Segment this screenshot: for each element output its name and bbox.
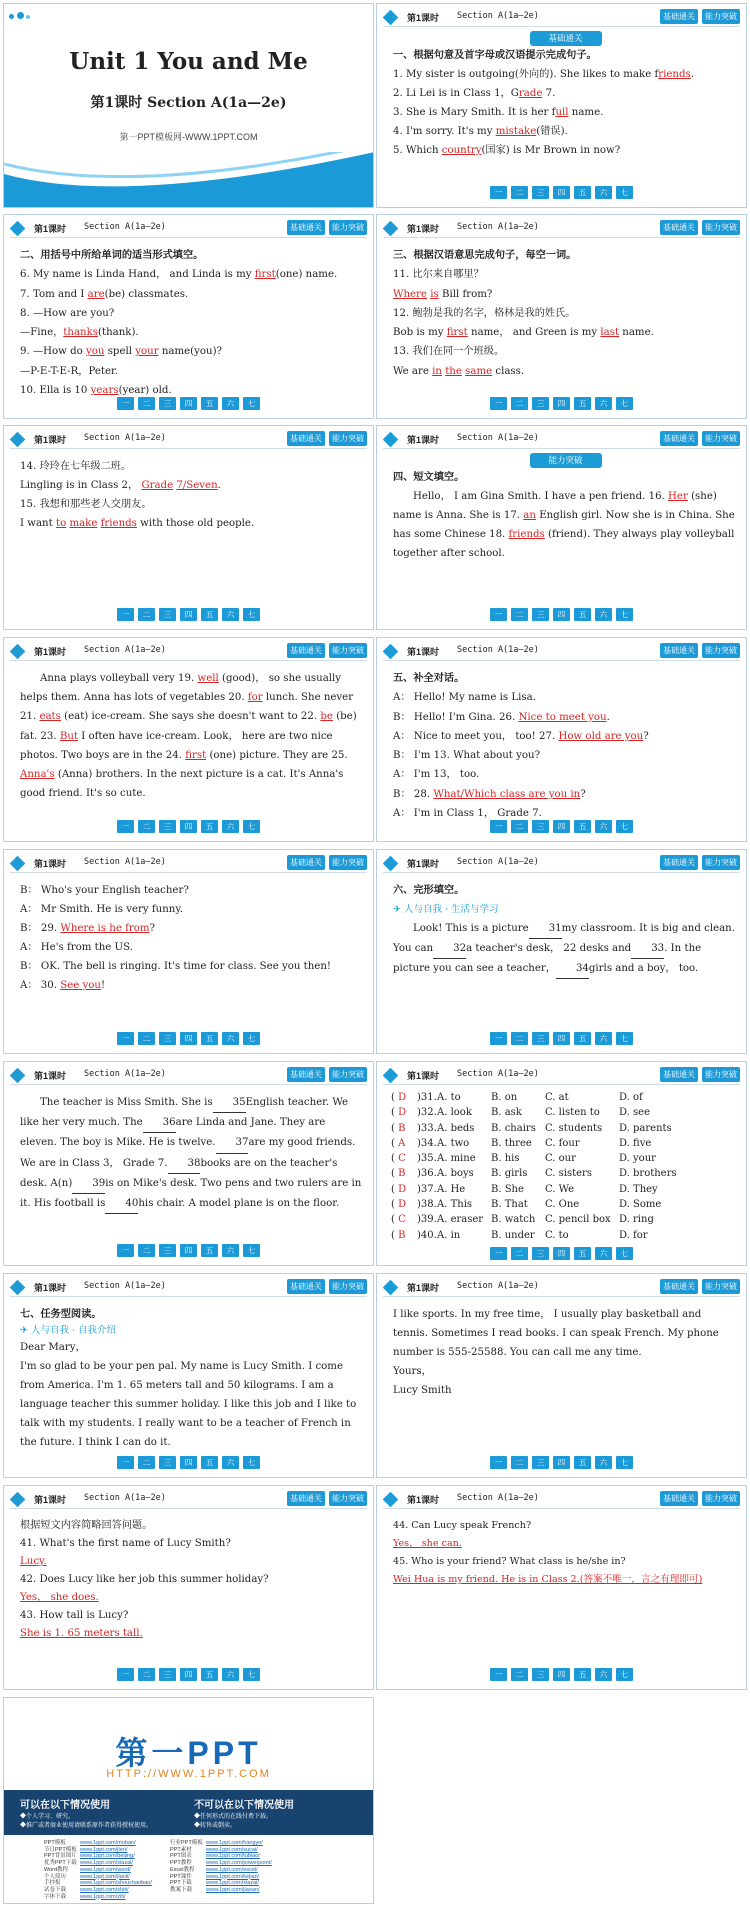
- slide-header: 第1课时 Section A(1a—2e) 基础通关 能力突破: [383, 1491, 740, 1509]
- basic-button[interactable]: 基础通关: [660, 855, 698, 870]
- answer-44: Yes， she can.: [393, 1538, 462, 1549]
- slide-11[interactable]: [3, 1061, 374, 1266]
- slide-5[interactable]: 第1课时 Section A(1a—2e) 基础通关 能力突破 14. 玲玲在七年级二班。 Lingling is in Class 2， Grade 7/Seven. 15. 我想和那些老人交朋友。 I want to make friends with those old people. 一 二 三 四 五 六 七: [3, 425, 374, 630]
- basic-button[interactable]: 基础通关: [287, 1279, 325, 1294]
- promo-link-row[interactable]: 字体下载 www.1ppt.com/ziti/: [44, 1893, 126, 1900]
- slide-14[interactable]: 第1课时 Section A(1a—2e) 基础通关 能力突破 I like sports. In my free time， I usually play basketball and tennis. Sometimes I read books. I can speak French. My phone number is 555-25588. You can call me any time. Yours， Lucy Smith 一 二 三 四 五 六 七: [376, 1273, 747, 1478]
- promo-link-row[interactable]: PPT背景图片 www.1ppt.com/beijing/ PPT图表 www.1ppt.com/tubiao/: [44, 1853, 260, 1860]
- passage: Look! This is a picture 31my classroom. It is big and clean. You can 32a teacher's desk， 22 desks and 33. In the picture you can see a teacher， 34girls and a boy， too.: [393, 919, 738, 979]
- slide-nav[interactable]: 一 二 三 四 五 六 七: [4, 608, 373, 623]
- q28: B： 28. What/Which class are you in?: [393, 788, 586, 800]
- promo-link-row[interactable]: 手抄报 www.1ppt.com/shouchaobao/ PPT下载 www.1ppt.com/xiazai/: [44, 1880, 259, 1887]
- promo-link-row[interactable]: PPT模板 www.1ppt.com/moban/ 行业PPT模板 www.1ppt.com/hangye/: [44, 1840, 263, 1846]
- ability-button[interactable]: 能力突破: [702, 1279, 740, 1294]
- slide-nav[interactable]: 一 二 三 四 五 六 七: [377, 1032, 746, 1047]
- slide-header: 第1课时 Section A(1a—2e) 基础通关 能力突破: [383, 643, 740, 661]
- option-row: ( D )32. A. look B. ask C. listen to D. see: [391, 1107, 650, 1119]
- ability-button[interactable]: 能力突破: [702, 643, 740, 658]
- letter-body: I like sports. In my free time， I usually play basketball and tennis. Sometimes I read books. I can speak French. My phone number is 555-25588. You can call me any time.: [393, 1309, 719, 1358]
- diamond-icon: [10, 856, 26, 872]
- ability-button[interactable]: 能力突破: [329, 1491, 367, 1506]
- slide-header: [383, 9, 740, 27]
- slide-header: 第1课时 Section A(1a—2e) 基础通关 能力突破: [10, 1491, 367, 1509]
- diamond-icon: [10, 1492, 26, 1508]
- slide-nav[interactable]: 一 二 三 四 五 六 七: [377, 1668, 746, 1683]
- slide-header: 第1课时 Section A(1a—2e) 基础通关 能力突破: [383, 1279, 740, 1297]
- promo-link-row[interactable]: 节日PPT模板 www.1ppt.com/jieri/ PPT素材 www.1ppt.com/sucai/: [44, 1846, 258, 1853]
- section-title: 根据短文内容简略回答问题。: [20, 1520, 153, 1531]
- basic-button[interactable]: 基础通关: [287, 431, 325, 446]
- option-row: ( D )31. A. to B. on C. at D. of: [391, 1092, 643, 1103]
- passage: Anna plays volleyball very 19. well (good)， so she usually helps them. Anna has lots of vegetables 20. for lunch. She never 21. eats (eat) ice-cream. She says she doesn't want to 22. be (be) fat. 23. But I often have ice-cream. Look， here are two nice photos. Two boys are in the 24. first (one) picture. They are 25. Anna's (Anna) brothers. In the next picture is a cat. It's Anna's good friend. It's so cute.: [20, 673, 357, 800]
- slide-nav[interactable]: 一 二 三 四 五 六 七: [4, 1244, 373, 1259]
- option-row: ( B )40. A. in B. under C. to D. for: [391, 1229, 648, 1241]
- slide-nav[interactable]: 一 二 三 四 五 六 七: [377, 820, 746, 835]
- promo-link-row[interactable]: 个人简历 www.1ppt.com/jianli/ PPT课件 www.1ppt.com/kejian/: [44, 1873, 260, 1880]
- slide-header: 第1课时 Section A(1a—2e) 基础通关 能力突破: [10, 220, 367, 238]
- basic-button[interactable]: 基础通关: [660, 1279, 698, 1294]
- slide-nav[interactable]: 一 二 三 四 五 六 七: [377, 608, 746, 623]
- basic-button[interactable]: 基础通关: [287, 855, 325, 870]
- cover-subtitle: 第1课时 Section A(1a—2e): [90, 95, 287, 111]
- basic-button[interactable]: 基础通关: [660, 220, 698, 235]
- q13: We are in the same class.: [393, 365, 525, 377]
- option-row: ( D )38. A. This B. That C. One D. Some: [391, 1199, 662, 1211]
- diamond-icon: [383, 432, 399, 448]
- slide-nav[interactable]: 一 二 三 四 五 六 七: [377, 186, 746, 201]
- slide-nav[interactable]: 一 二 三 四 五 六 七: [377, 1456, 746, 1471]
- ability-button[interactable]: 能力突破: [702, 9, 740, 24]
- q27: A： Nice to meet you， too! 27. How old are you?: [393, 730, 649, 742]
- q26: B： Hello! I'm Gina. 26. Nice to meet you.: [393, 711, 610, 723]
- section-title: 二、用括号中所给单词的适当形式填空。: [20, 249, 204, 261]
- promo-links: [44, 1840, 306, 1900]
- slide-15[interactable]: 第1课时 Section A(1a—2e) 基础通关 能力突破 根据短文内容简略回答问题。 41. What's the first name of Lucy Smith? Lucy. 42. Does Lucy like her job this summer holiday? Yes， she does. 43. How tall is Lucy? She is 1. 65 meters tall. 一 二 三 四 五 六 七: [3, 1485, 374, 1690]
- basic-button[interactable]: 基础通关: [660, 1491, 698, 1506]
- q30: A： 30. See you!: [20, 980, 106, 991]
- passage: Hello， I am Gina Smith. I have a pen friend. 16. Her (she) name is Anna. She is 17. an English girl. Now she is in China. She has some Chinese 18. friends (friend). They always play volleyball together after school.: [393, 491, 735, 559]
- q10: 10. Ella is 10 years(year) old.: [20, 385, 172, 397]
- ability-button[interactable]: 能力突破: [329, 855, 367, 870]
- slide-8[interactable]: 第1课时 Section A(1a—2e) 基础通关 能力突破 五、补全对话。 A： Hello! My name is Lisa. B： Hello! I'm Gina. 26. Nice to meet you. A： Nice to meet you， too! 27. How old are you? B： I'm 13. What about you? A： I'm 13， too. B： 28. What/Which class are you in? A： I'm in Class 1， Grade 7. 一 二 三 四 五 六 七: [376, 637, 747, 842]
- section-title: 七、任务型阅读。: [20, 1308, 102, 1320]
- q14: Lingling is in Class 2， Grade 7/Seven.: [20, 480, 221, 491]
- basic-button[interactable]: 基础通关: [660, 643, 698, 658]
- q5: 5. Which country(国家) is Mr Brown in now?: [393, 145, 621, 156]
- q1: 1. My sister is outgoing(外向的). She likes to make friends.: [393, 69, 694, 80]
- promo-link-row[interactable]: 优秀PPT下载 www.1ppt.com/xiazai/ PPT教程 www.1ppt.com/powerpoint/: [44, 1860, 272, 1867]
- slide-nav[interactable]: 一 二 三 四 五 六 七: [4, 1668, 373, 1683]
- basic-button[interactable]: 基础通关: [287, 220, 325, 235]
- cover-site: 第一PPT模板网-WWW.1PPT.COM: [119, 132, 258, 142]
- q6: 6. My name is Linda Hand， and Linda is my first(one) name.: [20, 269, 338, 281]
- slide-12[interactable]: [376, 1061, 747, 1266]
- slide-3[interactable]: 第1课时 Section A(1a—2e) 基础通关 能力突破 二、用括号中所给单词的适当形式填空。 6. My name is Linda Hand， and Linda is my first(one) name. 7. Tom and I are(be) classmates. 8. —How are you? —Fine，thanks(thank). 9. —How do you spell your name(you)? —P-E-T-E-R，Peter. 10. Ella is 10 years(year) old. 一 二 三 四 五 六 七: [3, 214, 374, 419]
- lesson-label: 第1课时: [407, 13, 440, 23]
- slide-7[interactable]: [3, 637, 374, 842]
- slide-6[interactable]: [376, 425, 747, 630]
- cover-wave: [4, 152, 374, 207]
- cover-title: Unit 1 You and Me: [69, 48, 308, 75]
- slide-header: 第1课时 Section A(1a—2e) 基础通关 能力突破: [383, 855, 740, 873]
- options-table: [391, 1090, 738, 1243]
- option-row: ( A )34. A. two B. three C. four D. five: [391, 1137, 652, 1149]
- section-title: 三、根据汉语意思完成句子，每空一词。: [393, 249, 577, 261]
- ability-button[interactable]: 能力突破: [329, 431, 367, 446]
- answer-42: Yes， she does.: [20, 1592, 99, 1603]
- diamond-icon: [383, 221, 399, 237]
- q9: 9. —How do you spell your name(you)?: [20, 346, 223, 358]
- section-title: 一、根据句意及首字母或汉语提示完成句子。: [393, 49, 597, 61]
- section-label: Section A(1a—2e): [457, 11, 539, 21]
- section-title: 五、补全对话。: [393, 672, 465, 684]
- ability-button[interactable]: 能力突破: [329, 1067, 367, 1082]
- slide-header: 第1课时 Section A(1a—2e) 基础通关 能力突破: [10, 431, 367, 449]
- cover-dots: [9, 12, 33, 22]
- plane-icon: ✈: [20, 1325, 31, 1336]
- slide-16[interactable]: 第1课时 Section A(1a—2e) 基础通关 能力突破 44. Can Lucy speak French? Yes， she can. 45. Who is your friend? What class is he/she in? Wei Hua is my friend. He is in Class 2.(答案不唯一，言之有理即可) 一 二 三 四 五 六 七: [376, 1485, 747, 1690]
- ability-button[interactable]: 能力突破: [702, 855, 740, 870]
- q2: 2. Li Lei is in Class 1，Grade 7.: [393, 88, 556, 99]
- slide-header: 第1课时 Section A(1a—2e) 基础通关 能力突破: [383, 431, 740, 449]
- theme-label: ✈ 人与自我 · 生活与学习: [393, 904, 499, 915]
- slide-promo[interactable]: [3, 1697, 374, 1904]
- theme-label: ✈ 人与自我 · 自我介绍: [20, 1325, 117, 1336]
- promo-url[interactable]: HTTP://WWW.1PPT.COM: [106, 1768, 271, 1780]
- basic-button[interactable]: 基础通关: [287, 1067, 325, 1082]
- basic-button[interactable]: 基础通关: [287, 643, 325, 658]
- promo-link-row[interactable]: Word教程 www.1ppt.com/word/ Excel教程 www.1ppt.com/excel/: [44, 1866, 258, 1873]
- q8: 8. —How are you?: [20, 307, 115, 319]
- slide-nav[interactable]: 一 二 三 四 五 六 七: [377, 397, 746, 412]
- diamond-icon: [383, 856, 399, 872]
- plane-icon: ✈: [393, 904, 404, 915]
- ability-button[interactable]: 能力突破: [329, 220, 367, 235]
- slide-header: 第1课时 Section A(1a—2e) 基础通关 能力突破: [383, 1067, 740, 1085]
- diamond-icon: [383, 644, 399, 660]
- answer-41: Lucy.: [20, 1556, 47, 1567]
- q12: Bob is my first name， and Green is my last name.: [393, 327, 654, 339]
- section-title: 四、短文填空。: [393, 471, 465, 483]
- q4: 4. I'm sorry. It's my mistake(错误).: [393, 126, 568, 137]
- promo-logo: 第一PPT: [115, 1735, 262, 1771]
- passage: The teacher is Miss Smith. She is 35English teacher. We like her very much. The 36are Linda and Jane. They are eleven. The boy is Mike. He is twelve. 37are my good friends. We are in Class 3， Grade 7. 38books are on the teacher's desk. A(n) 39is on Mike's desk. Two pens and two rulers are in it. His football is 40his chair. A model plane is on the floor.: [20, 1093, 365, 1214]
- slide-header: 第1课时 Section A(1a—2e) 基础通关 能力突破: [10, 855, 367, 873]
- slide-nav[interactable]: 一 二 三 四 五 六 七: [4, 1032, 373, 1047]
- basic-tag: 基础通关: [530, 31, 602, 46]
- diamond-icon: [383, 1280, 399, 1296]
- slide-header: 第1课时 Section A(1a—2e) 基础通关 能力突破: [383, 220, 740, 238]
- option-row: ( B )36. A. boys B. girls C. sisters D. brothers: [391, 1168, 677, 1180]
- basic-button[interactable]: 基础通关: [660, 9, 698, 24]
- diamond-icon: [383, 10, 399, 26]
- slide-header: 第1课时 Section A(1a—2e) 基础通关 能力突破: [10, 643, 367, 661]
- ability-button[interactable]: 能力突破: [702, 220, 740, 235]
- letter-body: I'm so glad to be your pen pal. My name is Lucy Smith. I come from America. I'm 1. 65 meters tall and 50 kilograms. I am a language teacher this summer holiday. I like this job and I like to talk with my students. I really want to be a teacher of French in the future. I think I can do it.: [20, 1361, 357, 1448]
- answer-45: Wei Hua is my friend. He is in Class 2.(答案不唯一，言之有理即可): [393, 1574, 703, 1585]
- diamond-icon: [383, 1068, 399, 1084]
- diamond-icon: [10, 1068, 26, 1084]
- slide-header: 第1课时 Section A(1a—2e) 基础通关 能力突破: [10, 1067, 367, 1085]
- diamond-icon: [10, 432, 26, 448]
- basic-button[interactable]: 基础通关: [660, 431, 698, 446]
- promo-band: 可以在以下情况使用 ◆个人学习、研究。 ◆推广或者商业使用请联系原作者获得授权使用。 不可以在以下情况使用 ◆任何形式的在线付费下载。 ◆转售或倒卖。: [4, 1790, 373, 1835]
- slide-10[interactable]: [376, 849, 747, 1054]
- slide-nav[interactable]: 一 二 三 四 五 六 七: [4, 1456, 373, 1471]
- ability-tag: 能力突破: [530, 453, 602, 468]
- option-row: ( C )35. A. mine B. his C. our D. your: [391, 1153, 656, 1165]
- slide-nav[interactable]: 一 二 三 四 五 六 七: [4, 820, 373, 835]
- basic-button[interactable]: 基础通关: [287, 1491, 325, 1506]
- q11: Where is Bill from?: [393, 288, 493, 300]
- diamond-icon: [383, 1492, 399, 1508]
- option-row: ( B )33. A. beds B. chairs C. students D. parents: [391, 1122, 672, 1134]
- q3: 3. She is Mary Smith. It is her full name.: [393, 107, 604, 118]
- slide-nav[interactable]: 一 二 三 四 五 六 七: [377, 1247, 746, 1262]
- ability-button[interactable]: 能力突破: [329, 643, 367, 658]
- ability-button[interactable]: 能力突破: [329, 1279, 367, 1294]
- q7: 7. Tom and I are(be) classmates.: [20, 288, 189, 300]
- section-title: 六、完形填空。: [393, 884, 465, 896]
- ability-button[interactable]: 能力突破: [702, 1491, 740, 1506]
- slide-13[interactable]: 第1课时 Section A(1a—2e) 基础通关 能力突破 七、任务型阅读。 ✈ 人与自我 · 自我介绍 Dear Mary， I'm so glad to be your pen pal. My name is Lucy Smith. I come from America. I'm 1. 65 meters tall and 50 kilograms. I am a language teacher this summer holiday. I like this job and I like to talk with my students. I really want to be a teacher of French in the future. I think I can do it. 一 二 三 四 五 六 七: [3, 1273, 374, 1478]
- diamond-icon: [10, 1280, 26, 1296]
- slide-cover[interactable]: [3, 3, 374, 208]
- q29: B： 29. Where is he from?: [20, 923, 156, 934]
- basic-button[interactable]: 基础通关: [660, 1067, 698, 1082]
- q15: I want to make friends with those old people.: [20, 518, 255, 529]
- empty-cell: [376, 1697, 747, 1904]
- option-row: ( D )37. A. He B. She C. We D. They: [391, 1183, 658, 1195]
- promo-link-row[interactable]: 试卷下载 www.1ppt.com/shiti/ 教案下载 www.1ppt.com/jiaoan/: [44, 1886, 260, 1893]
- ability-button[interactable]: 能力突破: [702, 1067, 740, 1082]
- slide-9[interactable]: 第1课时 Section A(1a—2e) 基础通关 能力突破 B： Who's your English teacher? A： Mr Smith. He is very funny. B： 29. Where is he from? A： He's from the US. B： OK. The bell is ringing. It's time for class. See you then! A： 30. See you! 一 二 三 四 五 六 七: [3, 849, 374, 1054]
- answer-43: She is 1. 65 meters tall.: [20, 1628, 143, 1639]
- diamond-icon: [10, 221, 26, 237]
- option-row: ( C )39. A. eraser B. watch C. pencil box D. ring: [391, 1214, 654, 1226]
- slide-header: 第1课时 Section A(1a—2e) 基础通关 能力突破: [10, 1279, 367, 1297]
- ability-button[interactable]: 能力突破: [702, 431, 740, 446]
- diamond-icon: [10, 644, 26, 660]
- slide-4[interactable]: 第1课时 Section A(1a—2e) 基础通关 能力突破 三、根据汉语意思完成句子，每空一词。 11. 比尔来自哪里？ Where is Bill from? 12. 鲍勃是我的名字，格林是我的姓氏。 Bob is my first name， and Green is my last name. 13. 我们在同一个班级。 We are in the same class. 一 二 三 四 五 六 七: [376, 214, 747, 419]
- slide-nav[interactable]: 一 二 三 四 五 六 七: [4, 397, 373, 412]
- slide-2[interactable]: [376, 3, 747, 208]
